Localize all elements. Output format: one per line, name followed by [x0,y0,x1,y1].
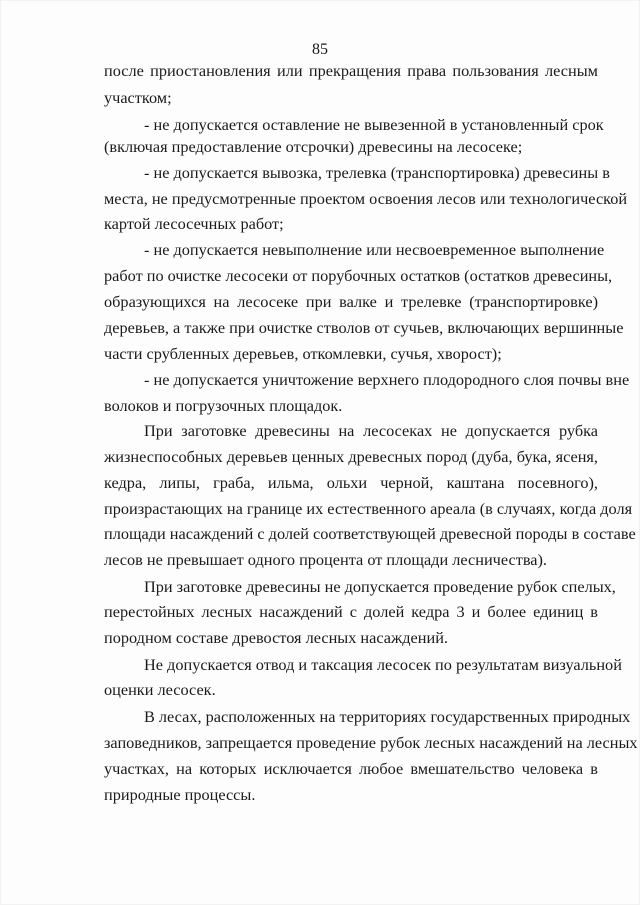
text-line: При заготовке древесины не допускается проведение рубок спелых, [144,577,616,596]
text-line: площади насаждений с долей соответствующей древесной породы в составе [104,524,636,543]
text-line: кедра, липы, граба, ильма, ольхи черной, каштана посевного), [104,473,598,492]
text-line: лесов не превышает одного процента от площади лесничества). [104,550,548,569]
text-line: после приостановления или прекращения права пользования лесным [104,61,598,80]
text-line: деревьев, а также при очистке стволов от сучьев, включающих вершинные [104,318,624,337]
text-line: природные процессы. [104,785,256,804]
text-line: произрастающих на границе их естественного ареала (в случаях, когда доля [104,499,633,518]
text-line: перестойных лесных насаждений с долей кедра 3 и более единиц в [104,602,598,621]
text-line: волоков и погрузочных площадок. [104,396,343,415]
text-line: В лесах, расположенных на территориях государственных природных [144,707,631,726]
text-line: оценки лесосек. [104,680,216,699]
text-line: жизнеспособных деревьев ценных древесных пород (дуба, бука, ясеня, [104,447,598,466]
text-line: места, не предусмотренные проектом освоения лесов или технологической [104,189,628,208]
text-line: картой лесосечных работ; [104,214,284,233]
text-line: Не допускается отвод и таксация лесосек по результатам визуальной [144,655,622,674]
text-line: (включая предоставление отсрочки) древесины на лесосеке; [104,137,523,156]
text-line: заповедников, запрещается проведение рубок лесных насаждений на лесных [104,733,638,752]
page-number: 85 [312,41,328,58]
text-line: - не допускается уничтожение верхнего плодородного слоя почвы вне [144,370,630,389]
text-line: участках, на которых исключается любое вмешательство человека в [104,759,598,778]
text-line: - не допускается оставление не вывезенной в установленный срок [144,115,604,134]
text-line: части срубленных деревьев, откомлевки, сучья, хворост); [104,344,502,363]
text-line: При заготовке древесины на лесосеках не допускается рубка [144,421,598,440]
text-line: участком; [104,88,172,107]
text-line: образующихся на лесосеке при валке и трелевке (транспортировке) [104,292,598,311]
text-line: породном составе древостоя лесных насаждений. [104,628,448,647]
text-line: работ по очистке лесосеки от порубочных остатков (остатков древесины, [104,266,613,285]
text-line: - не допускается вывозка, трелевка (транспортировка) древесины в [144,163,610,182]
text-line: - не допускается невыполнение или несвоевременное выполнение [144,240,605,259]
